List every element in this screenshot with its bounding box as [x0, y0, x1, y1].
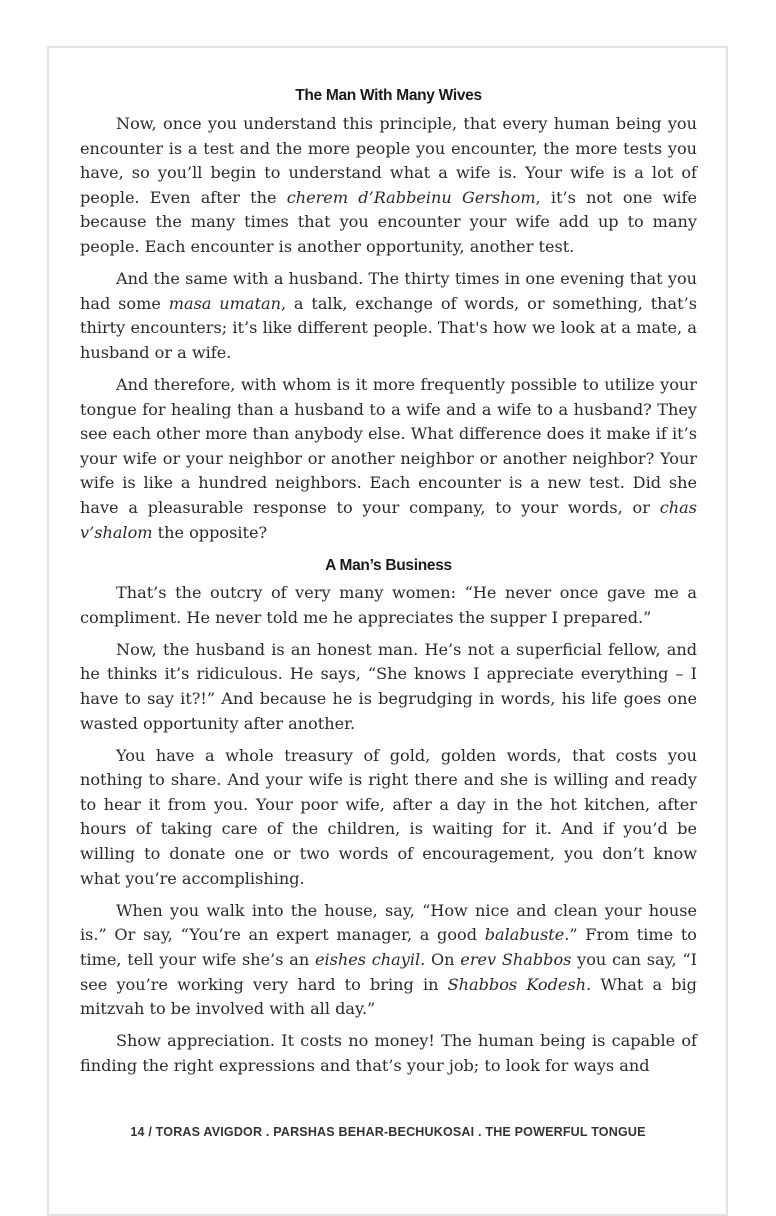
text-run: You have a whole treasury of gold, golden words, that costs you nothing to share. And your wife is right there and she is willing and ready to hear it from you. Your poor wife, after a day in the hot kitchen, after hours of taking care of the children, is waiting for it. And if you’d be willing to donate one or two words of encouragement, you don’t know what you’re accomplishing.	[80, 745, 697, 888]
text-run: Show appreciation. It costs no money! The human being is capable of finding the right expressions and that’s your job; to look for ways and	[80, 1031, 697, 1075]
paragraph	[80, 744, 697, 892]
italic-term: erev Shabbos	[460, 949, 572, 969]
section-heading: A Man’s Business	[325, 557, 452, 575]
italic-term: cherem d’Rabbeinu Gershom	[286, 187, 536, 207]
text-run: That’s the outcry of very many women: “He never once gave me a compliment. He never told me he appreciates the supper I prepared.”	[80, 583, 697, 627]
text-run: the opposite?	[152, 522, 268, 542]
paragraph	[80, 373, 697, 545]
italic-term: Shabbos Kodesh.	[447, 974, 592, 994]
text-run: Now, once you understand this principle, that every human being you encounter is a test and the more people you encounter, the more tests you have, so you’ll begin to understand what a wife is. Your wife is a lot of people. Even after the	[80, 114, 697, 207]
paragraph	[80, 112, 697, 260]
paragraph	[80, 899, 697, 1022]
text-run: , a talk, exchange of words, or something, that’s thirty encounters; it’s like different people. That's how we look at a mate, a husband or a wife.	[80, 293, 697, 362]
page-footer: 14 / TORAS AVIGDOR . PARSHAS BEHAR-BECHUKOSAI . THE POWERFUL TONGUE	[130, 1125, 646, 1139]
paragraph	[80, 267, 697, 365]
text-run: On	[425, 949, 461, 969]
section-heading: The Man With Many Wives	[295, 87, 482, 104]
italic-term: chas v’shalom	[80, 497, 697, 542]
text-run: Now, the husband is an honest man. He’s not a superficial fellow, and he thinks it’s ridiculous. He says, “She knows I appreciate everything – I have to say it?!” And because he is begrudging in words, his life goes one wasted opportunity after another.	[80, 639, 697, 733]
paragraph	[80, 638, 697, 736]
text-run: And the same with a husband. The thirty times in one evening that you had some	[80, 269, 697, 313]
text-run: What a big mitzvah to be involved with all day.”	[80, 974, 697, 1019]
page-body	[80, 85, 697, 1086]
text-run: And therefore, with whom is it more frequently possible to utilize your tongue for healing than a husband to a wife and a wife to a husband? They see each other more than anybody else. What difference does it make if it’s your wife or your neighbor or another neighbor or another neighbor? Your wife is like a hundred neighbors. Each encounter is a new test. Did she have a pleasurable response to your company, to your words, or	[80, 374, 697, 517]
text-run: When you walk into the house, say, “How nice and clean your house is.” Or say, “You’re an expert manager, a good	[80, 900, 697, 945]
italic-term: masa umatan	[168, 293, 281, 313]
paragraph	[80, 581, 697, 630]
italic-term: balabuste.	[484, 925, 570, 945]
italic-term: eishes chayil.	[314, 949, 426, 969]
text-run: , it’s not one wife because the many times that you encounter your wife add up to many people. Each encounter is another opportunity, another test.	[80, 187, 697, 256]
paragraph	[80, 1029, 697, 1078]
text-run: ” From time to time, tell your wife she’s an	[80, 925, 697, 969]
text-run: you can say, “I see you’re working very hard to bring in	[80, 949, 697, 994]
